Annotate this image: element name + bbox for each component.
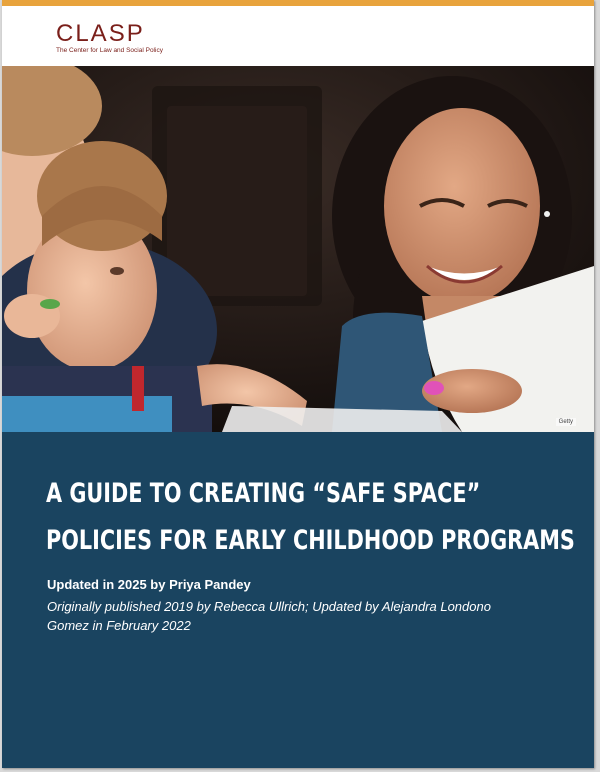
report-title-line-1: A GUIDE TO CREATING “SAFE SPACE” — [46, 478, 481, 509]
clasp-logo — [56, 22, 163, 54]
report-cover-page — [2, 0, 594, 768]
photo-credit: Getty — [556, 418, 576, 426]
accent-top-rule — [2, 0, 594, 6]
cover-photo-illustration — [2, 66, 594, 432]
cover-photo — [2, 66, 594, 432]
title-panel — [2, 432, 594, 768]
logo-tagline: The Center for Law and Social Policy — [56, 47, 163, 54]
report-title-line-2: POLICIES FOR EARLY CHILDHOOD PROGRAMS — [46, 525, 575, 556]
report-title — [46, 470, 575, 564]
logo-wordmark: CLASP — [56, 20, 145, 47]
updated-byline: Updated in 2025 by Priya Pandey — [47, 577, 251, 592]
original-publication-note: Originally published 2019 by Rebecca Ullrich; Updated by Alejandra Londono Gomez in February 2022 — [47, 599, 491, 633]
